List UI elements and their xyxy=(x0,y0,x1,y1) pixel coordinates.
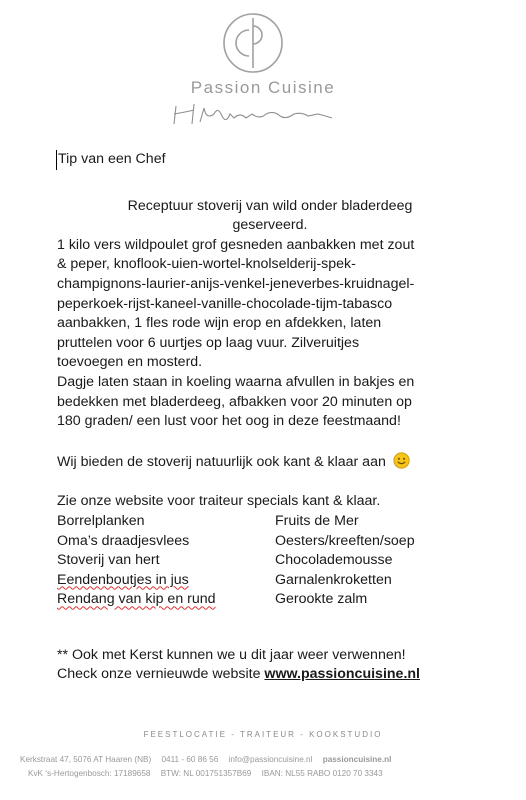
cp-monogram-icon xyxy=(222,12,284,74)
recipe-line: bedekken met bladerdeeg, afbakken voor 20 minuten op xyxy=(57,393,412,410)
special-item: Chocolademousse xyxy=(275,552,393,569)
special-item: Rendang van kip en rund xyxy=(57,591,216,608)
footer-email: info@passioncuisine.nl xyxy=(228,755,313,764)
footer-kvk: KvK ‘s-Hertogenbosch: 17189658 xyxy=(28,769,151,778)
footer-contact xyxy=(20,755,506,764)
recipe-title-line-2: geserveerd. xyxy=(232,217,308,234)
website-link[interactable]: www.passioncuisine.nl xyxy=(264,666,420,683)
recipe-line: & peper, knoflook-uien-wortel-knolselderij-spek- xyxy=(57,256,356,273)
special-item: Eendenboutjes in jus xyxy=(57,571,189,588)
recipe-line: pruttelen voor 6 uurtjes op laag vuur. Zilveruitjes xyxy=(57,334,360,351)
brand-name: Passion Cuisine xyxy=(190,78,336,97)
special-item: Gerookte zalm xyxy=(275,591,368,608)
offer-line xyxy=(57,452,457,473)
specials-list xyxy=(57,512,457,610)
handwritten-signature-icon xyxy=(168,100,338,128)
recipe-title-line-1: Receptuur stoverij van wild onder bladerdeeg xyxy=(127,197,413,214)
footer-site: passioncuisine.nl xyxy=(322,755,392,764)
special-item: Garnalenkroketten xyxy=(275,571,392,588)
footer-phone: 0411 - 60 86 56 xyxy=(161,755,219,764)
footer-registration xyxy=(28,769,498,778)
footer-tagline: FEESTLOCATIE - TRAITEUR - KOOKSTUDIO xyxy=(143,730,383,739)
website-intro: Zie onze website voor traiteur specials kant & klaar. xyxy=(57,493,381,510)
recipe-line: champignons-laurier-anijs-venkel-jeneverbes-kruidnagel- xyxy=(57,275,415,292)
recipe-line: Dagje laten staan in koeling waarna afvullen in bakjes en xyxy=(57,373,415,390)
footer-address: Kerkstraat 47, 5076 AT Haaren (NB) xyxy=(20,755,152,764)
footer-iban: IBAN: NL55 RABO 0120 70 3343 xyxy=(261,769,383,778)
tip-heading: Tip van een Chef xyxy=(56,150,457,170)
special-item: Stoverij van hert xyxy=(57,552,160,569)
smiley-face-icon xyxy=(393,452,410,469)
recipe-line: peperkoek-rijst-kaneel-vanille-chocolade-tijm-tabasco xyxy=(57,295,393,312)
recipe-line: aanbakken, 1 fles rode wijn erop en afdekken, laten xyxy=(57,315,382,332)
footer-btw: BTW: NL 001751357B69 xyxy=(160,769,252,778)
letter-body xyxy=(57,150,457,685)
recipe-line: 180 graden/ een lust voor het oog in deze feestmaand! xyxy=(57,413,401,430)
recipe-line: 1 kilo vers wildpoulet grof gesneden aanbakken met zout xyxy=(57,236,415,253)
special-item: Oma’s draadjesvlees xyxy=(57,532,190,549)
recipe-text xyxy=(57,236,457,432)
closing-line-2 xyxy=(57,665,457,685)
closing-line-1: ** Ook met Kerst kunnen we u dit jaar weer verwennen! xyxy=(57,646,406,663)
special-item: Fruits de Mer xyxy=(275,512,359,529)
header-logo xyxy=(0,10,526,120)
special-item: Borrelplanken xyxy=(57,512,145,529)
special-item: Oesters/kreeften/soep xyxy=(275,532,415,549)
recipe-line: toevoegen en mosterd. xyxy=(57,354,203,371)
offer-text: Wij bieden de stoverij natuurlijk ook kant & klaar aan xyxy=(57,453,386,470)
closing-text: Check onze vernieuwde website xyxy=(57,666,265,683)
